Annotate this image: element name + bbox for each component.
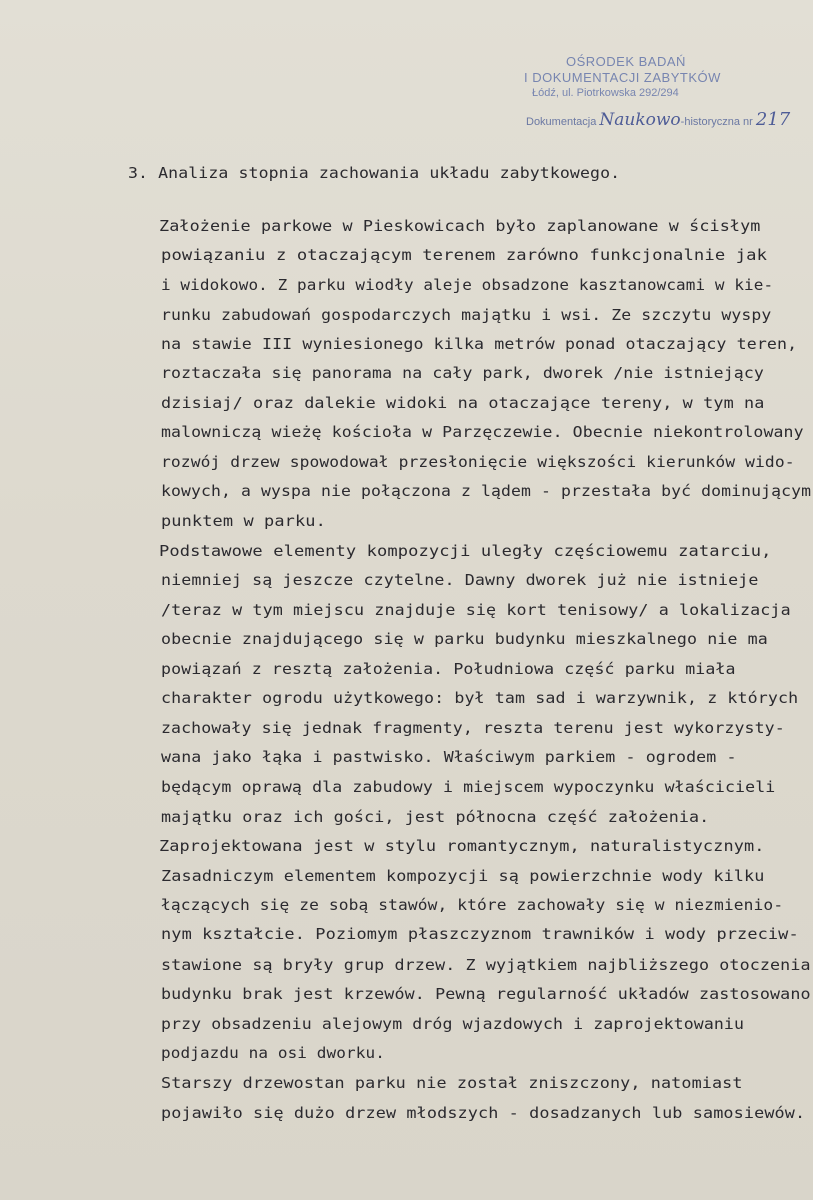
text-line: malowniczą wieżę kościoła w Parzęczewie. Obecnie niekontrolowany: [161, 423, 804, 441]
text-line: wana jako łąka i pastwisko. Właściwym parkiem - ogrodem -: [161, 748, 737, 766]
stamp-handwritten-word: Naukowo: [599, 110, 681, 130]
text-line: budynku brak jest krzewów. Pewną regularność układów zastosowano: [161, 985, 811, 1003]
stamp-doc-type: -historyczna nr: [680, 116, 753, 128]
text-line: runku zabudowań gospodarczych majątku i wsi. Ze szczytu wyspy: [161, 306, 772, 324]
stamp-document-number: 217: [755, 109, 791, 130]
text-line: punktem w parku.: [161, 512, 326, 530]
text-line: stawione są bryły grup drzew. Z wyjątkiem najbliższego otoczenia: [161, 956, 811, 974]
text-line: powiązań z resztą założenia. Południowa część parku miała: [161, 660, 736, 678]
stamp-line-2: I DOKUMENTACJI ZABYTKÓW: [524, 70, 721, 85]
text-line: będącym oprawą dla zabudowy i miejscem wypoczynku właścicieli: [161, 778, 776, 796]
text-line: Zasadniczym elementem kompozycji są powierzchnie wody kilku: [161, 867, 765, 885]
text-line: /teraz w tym miejscu znajduje się kort tenisowy/ a lokalizacja: [161, 601, 791, 619]
text-line: podjazdu na osi dworku.: [161, 1044, 385, 1062]
text-line: charakter ogrodu użytkowego: był tam sad i warzywnik, z których: [161, 689, 799, 707]
text-line: przy obsadzeniu alejowym dróg wjazdowych i zaprojektowaniu: [161, 1015, 745, 1033]
text-line: nym kształcie. Poziomym płaszczyznom trawników i wody przeciw-: [161, 925, 799, 943]
text-line: kowych, a wyspa nie połączona z lądem - przestała być dominującym: [161, 482, 812, 500]
text-line: pojawiło się dużo drzew młodszych - dosadzanych lub samosiewów.: [161, 1104, 806, 1122]
stamp-line-4: [526, 109, 790, 130]
stamp-line-3: Łódź, ul. Piotrkowska 292/294: [532, 87, 679, 99]
text-line: rozwój drzew spowodował przesłonięcie większości kierunków wido-: [161, 453, 795, 471]
text-line: obecnie znajdującego się w parku budynku mieszkalnego nie ma: [161, 630, 768, 648]
text-line: majątku oraz ich gości, jest północna część założenia.: [161, 808, 710, 826]
archive-stamp: [522, 52, 791, 142]
text-line: Zaprojektowana jest w stylu romantycznym, naturalistycznym.: [159, 837, 765, 855]
text-line: dzisiaj/ oraz dalekie widoki na otaczające tereny, w tym na: [161, 394, 765, 412]
text-line: na stawie III wyniesionego kilka metrów ponad otaczający teren,: [161, 335, 798, 353]
text-line: i widokowo. Z parku wiodły aleje obsadzone kasztanowcami w kie-: [161, 276, 774, 294]
section-heading: 3. Analiza stopnia zachowania układu zabytkowego.: [128, 164, 621, 182]
text-line: zachowały się jednak fragmenty, reszta terenu jest wykorzysty-: [161, 719, 785, 737]
text-line: Założenie parkowe w Pieskowicach było zaplanowane w ścisłym: [159, 217, 761, 235]
stamp-line-1: OŚRODEK BADAŃ: [566, 54, 686, 69]
stamp-doc-prefix: Dokumentacja: [526, 116, 597, 128]
text-line: Starszy drzewostan parku nie został zniszczony, natomiast: [161, 1074, 743, 1092]
text-line: niemniej są jeszcze czytelne. Dawny dworek już nie istnieje: [161, 571, 759, 589]
text-line: Podstawowe elementy kompozycji uległy częściowemu zatarciu,: [159, 542, 772, 560]
text-line: powiązaniu z otaczającym terenem zarówno funkcjonalnie jak: [161, 246, 768, 264]
text-line: łączących się ze sobą stawów, które zachowały się w niezmienio-: [161, 896, 784, 914]
text-line: roztaczała się panorama na cały park, dworek /nie istniejący: [161, 364, 764, 382]
